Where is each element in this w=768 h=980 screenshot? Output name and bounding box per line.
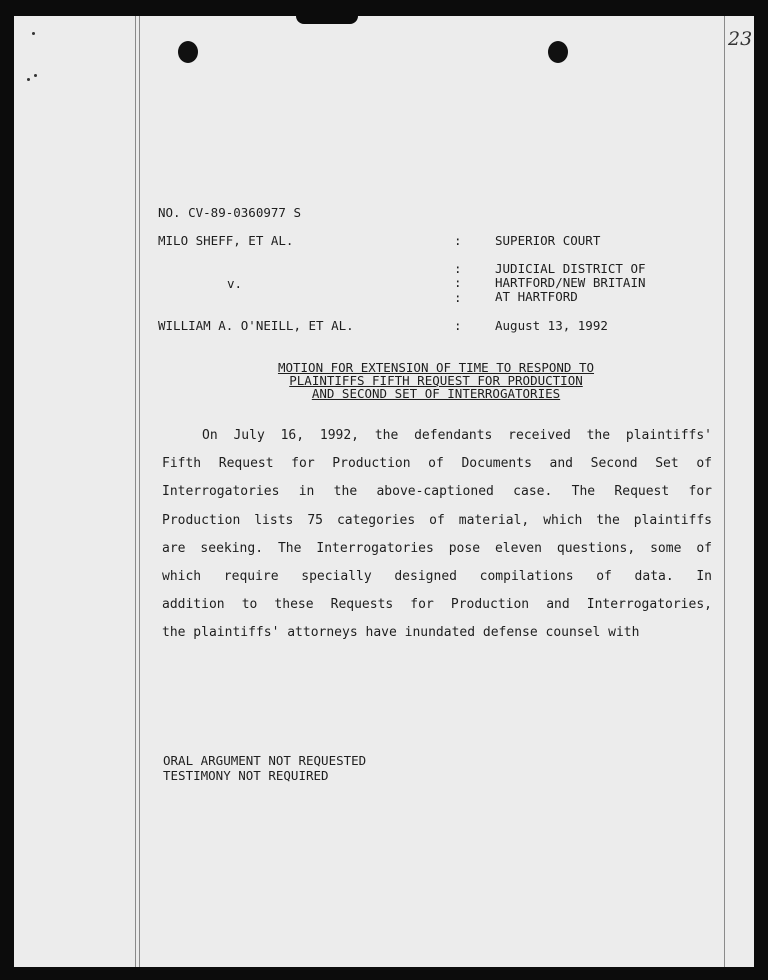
defendant-name: WILLIAM A. O'NEILL, ET AL.	[158, 318, 354, 333]
docket-number: NO. CV-89-0360977 S	[158, 205, 301, 220]
motion-title-line: AND SECOND SET OF INTERROGATORIES	[311, 386, 561, 401]
left-margin-line-inner	[139, 16, 140, 967]
scan-speck	[32, 32, 35, 35]
filing-date: August 13, 1992	[495, 318, 608, 333]
district-line: HARTFORD/NEW BRITAIN	[495, 275, 646, 290]
body-line: Fifth Request for Production of Documents and Second Set of	[162, 456, 712, 472]
versus-label: v.	[227, 276, 243, 291]
punch-hole-left	[178, 41, 198, 63]
scan-speck	[34, 74, 37, 77]
document-page	[14, 16, 754, 967]
scan-speck	[27, 78, 30, 81]
page-number: 23	[728, 28, 753, 50]
left-margin-line	[135, 16, 136, 967]
caption-separator: :	[454, 275, 462, 290]
motion-title-line: PLAINTIFFS FIFTH REQUEST FOR PRODUCTION	[289, 373, 583, 388]
testimony-note: TESTIMONY NOT REQUIRED	[163, 768, 329, 783]
body-line: are seeking. The Interrogatories pose eleven questions, some of	[162, 540, 712, 556]
right-margin-line	[724, 16, 725, 967]
body-line: Interrogatories in the above-captioned case. The Request for	[162, 484, 712, 500]
caption-separator: :	[454, 290, 462, 305]
motion-title-line: MOTION FOR EXTENSION OF TIME TO RESPOND TO	[277, 360, 595, 375]
top-clip	[296, 16, 358, 24]
caption-separator: :	[454, 233, 462, 248]
body-line: the plaintiffs' attorneys have inundated defense counsel with	[162, 625, 640, 641]
oral-argument-note: ORAL ARGUMENT NOT REQUESTED	[163, 753, 367, 768]
body-line: On July 16, 1992, the defendants received the plaintiffs'	[202, 428, 712, 443]
body-line: Production lists 75 categories of material, which the plaintiffs	[162, 512, 712, 528]
caption-separator: :	[454, 318, 462, 333]
district-line: AT HARTFORD	[495, 289, 578, 304]
caption-separator: :	[454, 261, 462, 276]
court-name: SUPERIOR COURT	[495, 233, 601, 248]
punch-hole-right	[548, 41, 568, 63]
plaintiff-name: MILO SHEFF, ET AL.	[158, 233, 294, 248]
body-paragraph	[162, 422, 712, 648]
district-line: JUDICIAL DISTRICT OF	[495, 261, 646, 276]
body-line: which require specially designed compilations of data. In	[162, 568, 712, 584]
body-line: addition to these Requests for Production and Interrogatories,	[162, 597, 712, 613]
